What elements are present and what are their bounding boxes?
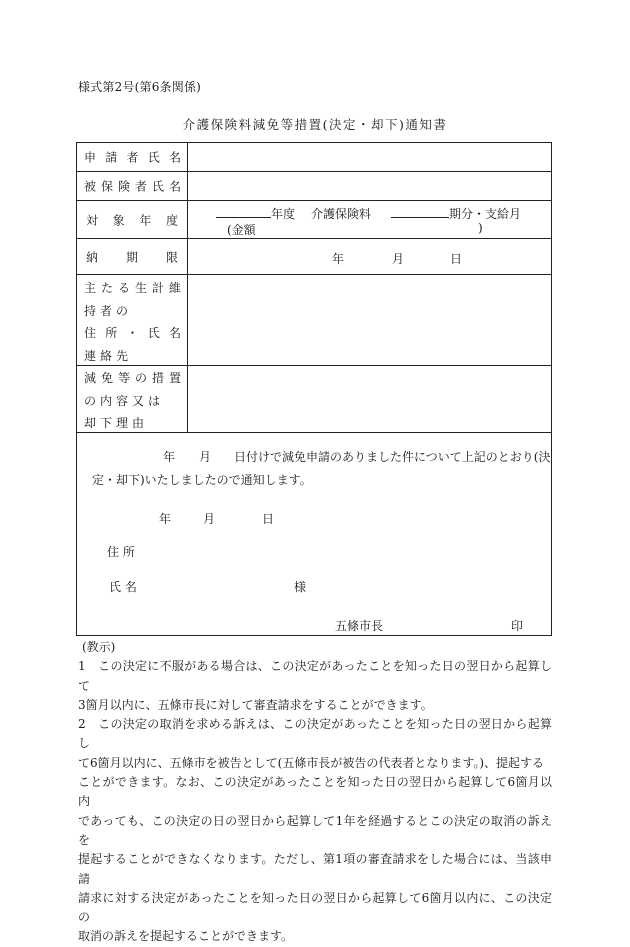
applicant-name-label: 申請者氏名 [84, 150, 181, 165]
applicant-name-field[interactable] [188, 143, 551, 171]
address-label: 住 所 [107, 545, 135, 559]
instruction-item-2-line-1: 2 この決定の取消を求める訴えは、この決定があったことを知った日の翌日から起算し [78, 717, 552, 751]
notice-date-month: 月 [203, 512, 216, 526]
measure-label-line-2: の内容又は [84, 393, 165, 408]
household-head-label-cell [77, 275, 188, 365]
honorific-sama: 様 [294, 580, 307, 594]
household-head-label-line-4: 連絡先 [84, 348, 133, 363]
form-number: 様式第2号(第6条関係) [78, 80, 202, 94]
notice-text [92, 446, 551, 492]
due-date-field[interactable] [188, 239, 551, 274]
instruction-item-2-line-7: 取消の訴えを提起することができます。 [78, 929, 294, 944]
due-date-row [77, 239, 551, 275]
instruction-item-2-line-3: ことができます。なお、この決定があったことを知った日の翌日から起算して6箇月以内 [78, 775, 552, 809]
notice-date-day: 日 [262, 512, 275, 526]
target-year-label: 対象年度 [86, 213, 178, 227]
name-label: 氏 名 [109, 580, 137, 594]
notice-year-unit: 年 [163, 450, 176, 464]
insured-name-label: 被保険者氏名 [84, 179, 181, 194]
due-year-unit: 年 [332, 252, 345, 266]
instruction-item-1-line-1: 1 この決定に不服がある場合は、この決定があったことを知った日の翌日から起算して [78, 659, 552, 693]
issuer-mayor: 五條市長 [335, 619, 384, 633]
target-year-row [77, 201, 551, 239]
due-date-label: 納期限 [86, 250, 178, 264]
instruction-item-1-line-2: 3箇月以内に、五條市長に対して審査請求をすることができます。 [78, 697, 433, 712]
instruction-item-2-line-5: 提起することができなくなります。ただし、第1項の審査請求をした場合には、当該申請 [78, 852, 552, 886]
instruction-item-2-line-2: て6箇月以内に、五條市を被告として(五條市長が被告の代表者となります。)、提起する [78, 755, 545, 770]
applicant-name-row [77, 143, 551, 172]
amount-close: ) [478, 221, 483, 235]
instruction-item-2-line-4: であっても、この決定の日の翌日から起算して1年を経過するとこの決定の取消の訴えを [78, 813, 552, 847]
household-head-label-line-3: 住所・氏名 [84, 326, 181, 340]
household-head-field[interactable] [188, 275, 551, 365]
due-date-label-cell [77, 239, 188, 274]
due-day-unit: 日 [450, 252, 463, 266]
notice-block [77, 433, 551, 635]
household-head-label-line-1: 主たる生計維 [84, 281, 181, 295]
measure-reason-field[interactable] [188, 366, 551, 432]
target-year-field[interactable] [188, 201, 551, 238]
household-head-label-line-2: 持者の [84, 303, 133, 318]
document-title: 介護保険料減免等措置(決定・却下)通知書 [182, 117, 448, 132]
measure-label-line-1: 減免等の措置 [84, 371, 181, 385]
notice-intro-text-1: 日付けで減免申請のありました件について上記のとおり(決 [234, 450, 551, 464]
insurance-label: 介護保険料 [311, 207, 372, 221]
measure-reason-row [77, 366, 551, 433]
insured-name-field[interactable] [188, 172, 551, 200]
insured-name-label-cell [77, 172, 188, 200]
target-year-label-cell [77, 201, 188, 238]
year-suffix: 年度 [271, 207, 296, 221]
insured-name-row [77, 172, 551, 201]
amount-open: (金額 [227, 223, 256, 237]
measure-label-line-3: 却下理由 [84, 416, 149, 430]
period-suffix: 期分・支給月 [449, 207, 522, 221]
notice-date-year: 年 [159, 512, 172, 526]
instruction-item-2-line-6: 請求に対する決定があったことを知った日の翌日から起算して6箇月以内に、この決定の [78, 890, 552, 925]
notice-intro-text-2: 定・却下)いたしましたので通知します。 [92, 473, 312, 487]
notice-month-unit: 月 [199, 450, 212, 464]
household-head-row [77, 275, 551, 366]
instruction-block [78, 638, 552, 947]
due-month-unit: 月 [392, 252, 405, 266]
seal-mark: 印 [511, 619, 524, 633]
measure-reason-label-cell [77, 366, 188, 432]
year-blank[interactable] [216, 205, 271, 218]
notice-form-table [76, 142, 552, 636]
instruction-heading: (教示) [82, 640, 116, 654]
period-blank[interactable] [391, 205, 449, 218]
applicant-name-label-cell [77, 143, 188, 171]
